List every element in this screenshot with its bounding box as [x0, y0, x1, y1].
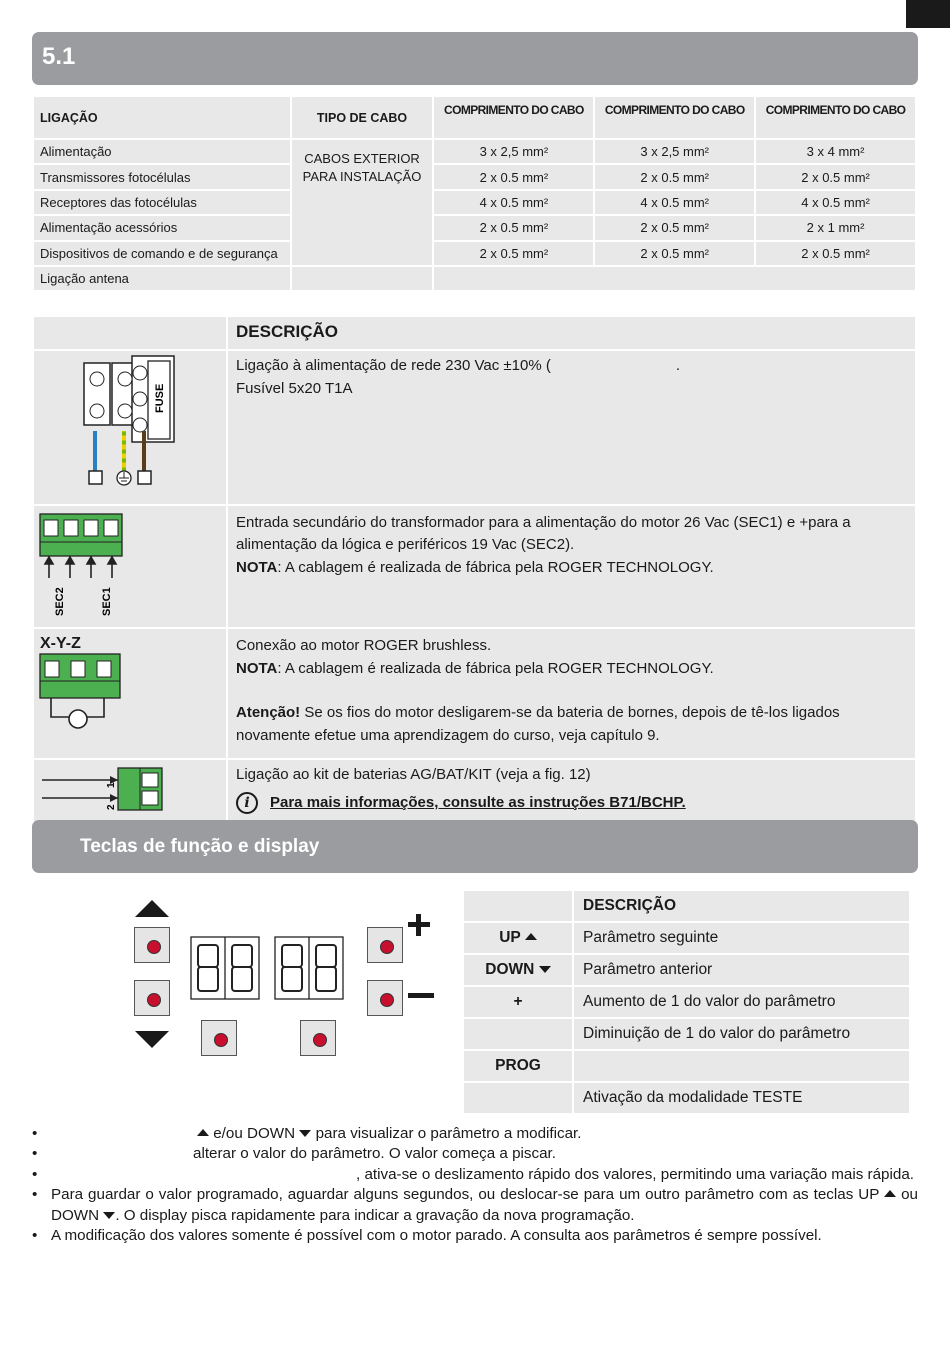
page-corner-tab — [906, 0, 950, 28]
note-label: NOTA — [236, 558, 278, 576]
row-name: Alimentação — [34, 140, 290, 163]
power-terminal-diagram — [34, 351, 226, 504]
power-line-1: Ligação à alimentação de rede 230 Vac ±10% ( . — [236, 357, 681, 374]
cell-value: 2 x 0.5 mm² — [595, 216, 754, 239]
up-arrow-icon — [884, 1190, 896, 1197]
list-item — [32, 1226, 918, 1246]
list-item — [32, 1165, 918, 1185]
note-text: e/ou DOWN — [213, 1125, 296, 1142]
cell-value: 2 x 0.5 mm² — [434, 216, 593, 239]
section-header-bar — [32, 32, 918, 85]
note-text: ou DOWN — [51, 1186, 918, 1224]
cell-value: 3 x 4 mm² — [756, 140, 915, 163]
key-description: Diminuição de 1 do valor do parâmetro — [574, 1019, 909, 1049]
table-row — [34, 242, 915, 265]
key-label: UP — [499, 929, 521, 946]
table-row — [34, 165, 915, 188]
note-text: para visualizar o parâmetro a modificar. — [315, 1125, 582, 1142]
note-text: . O display pisca rapidamente para indicar a gravação da nova programação. — [115, 1206, 635, 1224]
cell-value: 4 x 0.5 mm² — [756, 191, 915, 214]
keys-table — [462, 889, 911, 1115]
key-description: Ativação da modalidade TESTE — [574, 1083, 909, 1113]
pin-1-label: 1 — [106, 781, 117, 788]
row-name: Transmissores fotocélulas — [34, 165, 290, 188]
table-row — [464, 1051, 909, 1081]
header-comprimento-1: COMPRIMENTO DO CABO — [434, 97, 593, 138]
prog-button[interactable] — [300, 1020, 336, 1056]
power-line-2: Fusível 5x20 T1A — [236, 379, 353, 397]
note-text: Para guardar o valor programado, aguardar alguns segundos, ou deslocar-se para um outro parâmetro com as teclas UP — [51, 1186, 880, 1204]
motor-note — [236, 658, 907, 681]
empty-header-cell — [34, 317, 226, 349]
motor-terminal-diagram — [34, 629, 226, 758]
warning-label: Atenção! — [236, 704, 301, 721]
note-text: , ativa-se o deslizamento rápido dos valores, permitindo uma variação mais rápida. — [356, 1165, 914, 1183]
table-row — [34, 267, 915, 290]
note-text: alterar o valor do parâmetro. O valor começa a piscar. — [193, 1145, 556, 1163]
fuse-label: FUSE — [154, 383, 166, 413]
sec2-label: SEC2 — [54, 586, 66, 616]
power-terminal-icon — [34, 351, 226, 496]
down-arrow-icon — [539, 966, 551, 973]
secondary-note — [236, 557, 907, 580]
header-comprimento-2: COMPRIMENTO DO CABO — [595, 97, 754, 138]
warning-text: Se os fios do motor desligarem-se da bateria de bornes, depois de tê-los ligados novamente efetue uma aprendizagem do curso, veja capítulo 9. — [236, 704, 840, 744]
key-name — [464, 1083, 572, 1113]
secondary-terminal-diagram — [34, 506, 226, 628]
cell-value: 2 x 0.5 mm² — [434, 242, 593, 265]
info-row — [236, 792, 907, 815]
secondary-terminal-icon — [34, 506, 226, 620]
pin-2-label: 2 — [106, 803, 117, 810]
up-button[interactable] — [134, 927, 170, 963]
info-link[interactable]: Para mais informações, consulte as instruções B71/BCHP. — [270, 794, 686, 811]
battery-text: Ligação ao kit de baterias AG/BAT/KIT (veja a fig. 12) — [236, 765, 591, 783]
cell-value: 4 x 0.5 mm² — [434, 191, 593, 214]
key-description: Aumento de 1 do valor do parâmetro — [574, 987, 909, 1017]
note-text: A modificação dos valores somente é possível com o motor parado. A consulta aos parâmetros é sempre possível. — [51, 1227, 822, 1245]
cell-value: 2 x 0.5 mm² — [756, 242, 915, 265]
plus-button[interactable] — [367, 927, 403, 963]
secondary-description — [228, 506, 915, 628]
battery-terminal-icon — [34, 760, 226, 821]
cell-value: 3 x 2,5 mm² — [595, 140, 754, 163]
key-name — [464, 955, 572, 985]
table-row — [464, 955, 909, 985]
cell-value: 2 x 0.5 mm² — [595, 242, 754, 265]
header-comprimento-3: COMPRIMENTO DO CABO — [756, 97, 915, 138]
row-name: Ligação antena — [34, 267, 290, 290]
table-row — [34, 191, 915, 214]
list-item — [32, 1144, 918, 1164]
down-arrow-icon — [299, 1130, 311, 1137]
note-text: : A cablagem é realizada de fábrica pela ROGER TECHNOLOGY. — [277, 558, 714, 576]
key-description: Parâmetro anterior — [574, 955, 909, 985]
keys-description-header: DESCRIÇÃO — [574, 891, 909, 921]
section-number: 5.1 — [42, 43, 76, 70]
row-name: Receptores das fotocélulas — [34, 191, 290, 214]
motor-description — [228, 629, 915, 758]
row-name: Dispositivos de comando e de segurança — [34, 242, 290, 265]
display-section-bar — [32, 820, 918, 873]
key-description: Parâmetro seguinte — [574, 923, 909, 953]
key-name — [464, 1019, 572, 1049]
up-arrow-icon — [197, 1129, 209, 1136]
cell-value: 2 x 0.5 mm² — [595, 165, 754, 188]
minus-button[interactable] — [367, 980, 403, 1016]
table-row — [464, 987, 909, 1017]
info-icon: i — [236, 792, 258, 814]
cell-value: 3 x 2,5 mm² — [434, 140, 593, 163]
motor-warning — [236, 702, 907, 747]
secondary-text: Entrada secundário do transformador para a alimentação do motor 26 Vac (SEC1) e +para a alimentação da lógica e periféricos 19 Vac (SEC2). — [236, 513, 851, 553]
power-description — [228, 351, 915, 504]
note-label: NOTA — [236, 659, 278, 677]
empty-cell — [292, 267, 433, 290]
cable-type-cell — [292, 140, 433, 265]
cell-value: 2 x 0.5 mm² — [756, 165, 915, 188]
table-row — [464, 1019, 909, 1049]
cell-value: 4 x 0.5 mm² — [595, 191, 754, 214]
table-row — [34, 216, 915, 239]
key-label: DOWN — [485, 961, 535, 978]
xyz-label: X-Y-Z — [40, 635, 81, 652]
cable-table — [32, 95, 917, 292]
minus-icon — [408, 992, 434, 1000]
down-arrow-icon — [135, 1031, 169, 1048]
terminal-table — [32, 315, 917, 830]
cable-type-line: CABOS EXTERIOR — [304, 151, 420, 166]
key-name: PROG — [464, 1051, 572, 1081]
battery-terminal-diagram — [34, 760, 226, 829]
note-text: : A cablagem é realizada de fábrica pela ROGER TECHNOLOGY. — [277, 659, 714, 677]
down-button[interactable] — [134, 980, 170, 1016]
motor-text: Conexão ao motor ROGER brushless. — [236, 637, 492, 654]
table-row — [34, 140, 915, 163]
cell-value: 2 x 0.5 mm² — [434, 165, 593, 188]
key-name: + — [464, 987, 572, 1017]
list-item — [32, 1185, 918, 1226]
key-name — [464, 923, 572, 953]
table-row — [464, 923, 909, 953]
key-description — [574, 1051, 909, 1081]
empty-cell — [434, 267, 915, 290]
cable-type-line: PARA INSTALAÇÃO — [302, 169, 422, 184]
up-arrow-icon — [135, 900, 169, 917]
test-button[interactable] — [201, 1020, 237, 1056]
header-tipo-cabo: TIPO DE CABO — [292, 97, 433, 138]
instructions-list — [32, 1124, 918, 1246]
cell-value: 2 x 1 mm² — [756, 216, 915, 239]
header-ligacao: LIGAÇÃO — [34, 97, 290, 138]
seven-segment-display — [190, 936, 344, 1002]
row-name: Alimentação acessórios — [34, 216, 290, 239]
empty-header-cell — [464, 891, 572, 921]
down-arrow-icon — [103, 1212, 115, 1219]
display-section-title: Teclas de função e display — [80, 836, 320, 857]
list-item — [32, 1124, 918, 1144]
description-header: DESCRIÇÃO — [228, 317, 915, 349]
plus-icon — [406, 912, 432, 938]
sec1-label: SEC1 — [101, 586, 113, 616]
up-arrow-icon — [525, 933, 537, 940]
table-row — [464, 1083, 909, 1113]
battery-description — [228, 760, 915, 829]
